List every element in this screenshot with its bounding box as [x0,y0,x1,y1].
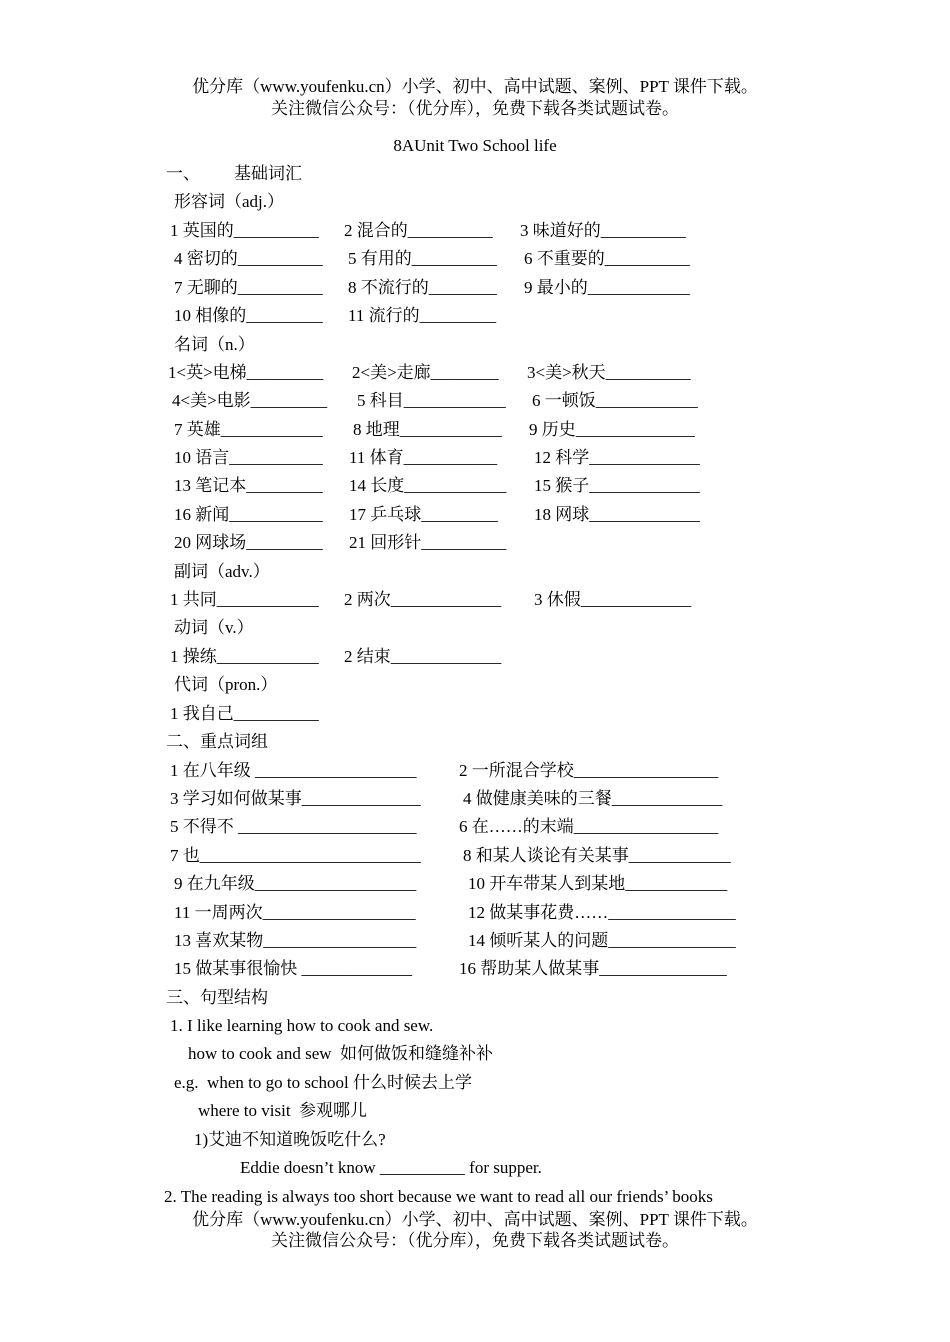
phrase-item: 8 和某人谈论有关某事____________ [463,846,731,865]
noun-item: 3<美>秋天__________ [527,363,691,382]
verb-label: 动词（v.） [174,618,254,637]
adj-item: 7 无聊的__________ [174,278,323,297]
sentence-line: 2. The reading is always too short because we want to read all our friends’ books [164,1187,713,1206]
noun-item: 4<美>电影_________ [172,391,328,410]
pron-item: 1 我自己__________ [170,704,319,723]
noun-item: 18 网球_____________ [534,505,700,524]
noun-item: 12 科学_____________ [534,448,700,467]
phrase-item: 2 一所混合学校_________________ [459,761,719,780]
noun-item: 15 猴子_____________ [534,476,700,495]
adj-item: 9 最小的____________ [524,278,690,297]
adj-item: 10 相像的_________ [174,306,323,325]
adj-label: 形容词（adj.） [174,192,285,211]
adj-item: 1 英国的__________ [170,221,319,240]
phrase-item: 10 开车带某人到某地____________ [468,874,728,893]
noun-item: 14 长度____________ [349,476,507,495]
noun-item: 5 科目____________ [357,391,506,410]
sentence-line: e.g. when to go to school 什么时候去上学 [174,1073,472,1092]
noun-item: 6 一顿饭____________ [532,391,698,410]
page-title: 8AUnit Two School life [393,136,557,155]
sentence-line: Eddie doesn’t know __________ for supper. [240,1158,542,1177]
phrase-item: 7 也__________________________ [170,846,421,865]
phrase-item: 16 帮助某人做某事_______________ [459,959,727,978]
phrase-item: 6 在……的末端_________________ [459,817,719,836]
phrase-item: 15 做某事很愉快 _____________ [174,959,412,978]
noun-label: 名词（n.） [174,335,255,354]
noun-item: 17 乒乓球_________ [349,505,498,524]
adj-item: 4 密切的__________ [174,249,323,268]
noun-item: 1<英>电梯_________ [168,363,324,382]
noun-item: 9 历史______________ [529,420,695,439]
phrase-item: 5 不得不 _____________________ [170,817,417,836]
noun-item: 21 回形针__________ [349,533,507,552]
sentence-line: where to visit 参观哪儿 [198,1101,368,1120]
footer-line-1: 优分库（www.youfenku.cn）小学、初中、高中试题、案例、PPT 课件下载。 [192,1210,758,1229]
adv-item: 3 休假_____________ [534,590,692,609]
section-1-heading: 一、 基础词汇 [166,164,302,183]
adj-item: 2 混合的__________ [344,221,493,240]
adv-item: 2 两次_____________ [344,590,502,609]
phrase-item: 14 倾听某人的问题_______________ [468,931,736,950]
noun-item: 11 体育___________ [349,448,498,467]
footer-line-2: 关注微信公众号：（优分库），免费下载各类试题试卷。 [271,1231,679,1250]
adj-item: 8 不流行的________ [348,278,497,297]
adj-item: 3 味道好的__________ [520,221,686,240]
sentence-line: 1)艾迪不知道晚饭吃什么? [194,1130,386,1149]
phrase-item: 11 一周两次__________________ [174,903,416,922]
phrase-item: 13 喜欢某物__________________ [174,931,417,950]
noun-item: 8 地理____________ [353,420,502,439]
sentence-line: 1. I like learning how to cook and sew. [170,1016,434,1035]
adv-label: 副词（adv.） [174,562,270,581]
noun-item: 7 英雄____________ [174,420,323,439]
verb-item: 2 结束_____________ [344,647,502,666]
adj-item: 5 有用的__________ [348,249,497,268]
phrase-item: 4 做健康美味的三餐_____________ [463,789,723,808]
noun-item: 16 新闻___________ [174,505,323,524]
adj-item: 6 不重要的__________ [524,249,690,268]
noun-item: 2<美>走廊________ [352,363,499,382]
phrase-item: 1 在八年级 ___________________ [170,761,417,780]
verb-item: 1 操练____________ [170,647,319,666]
adj-item: 11 流行的_________ [348,306,497,325]
phrase-item: 9 在九年级___________________ [174,874,417,893]
section-2-heading: 二、重点词组 [166,732,268,751]
noun-item: 10 语言___________ [174,448,323,467]
adv-item: 1 共同____________ [170,590,319,609]
sentence-line: how to cook and sew 如何做饭和缝缝补补 [188,1044,494,1063]
header-line-1: 优分库（www.youfenku.cn）小学、初中、高中试题、案例、PPT 课件下载。 [192,77,758,96]
noun-item: 20 网球场_________ [174,533,323,552]
pron-label: 代词（pron.） [174,675,278,694]
phrase-item: 12 做某事花费……_______________ [468,903,736,922]
phrase-item: 3 学习如何做某事______________ [170,789,421,808]
noun-item: 13 笔记本_________ [174,476,323,495]
section-3-heading: 三、句型结构 [166,988,268,1007]
header-line-2: 关注微信公众号：（优分库），免费下载各类试题试卷。 [271,99,679,118]
